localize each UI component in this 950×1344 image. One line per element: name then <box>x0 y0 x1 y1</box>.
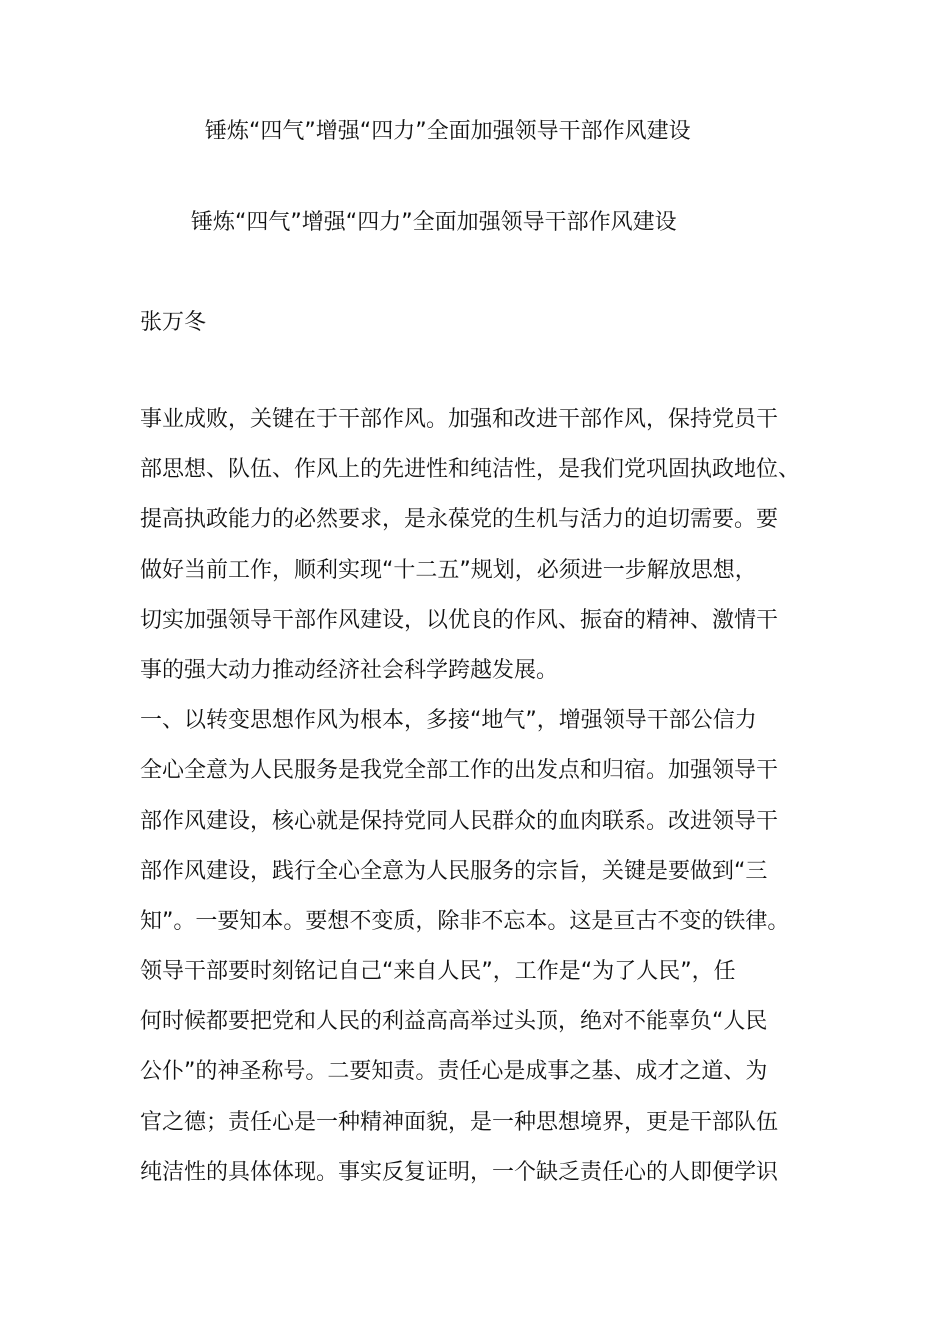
document-subtitle: 锤炼“四气”增强“四力”全面加强领导干部作风建设 <box>191 210 677 235</box>
text-line: 公仆”的神圣称号。二要知责。责任心是成事之基、成才之道、为 <box>140 1059 768 1085</box>
text-line: 提高执政能力的必然要求，是永葆党的生机与活力的迫切需要。要 <box>140 507 779 533</box>
text-line: 全心全意为人民服务是我党全部工作的出发点和归宿。加强领导干 <box>140 758 779 784</box>
text-line: 事的强大动力推动经济社会科学跨越发展。 <box>140 657 559 683</box>
author-name: 张万冬 <box>140 310 207 335</box>
text-line: 部思想、队伍、作风上的先进性和纯洁性，是我们党巩固执政地位、 <box>140 457 801 483</box>
text-line: 知”。一要知本。要想不变质，除非不忘本。这是亘古不变的铁律。 <box>140 908 790 934</box>
body-text <box>140 395 830 1198</box>
text-line: 领导干部要时刻铭记自己“来自人民”，工作是“为了人民”，任 <box>140 959 736 985</box>
text-line: 做好当前工作，顺利实现“十二五”规划，必须进一步解放思想， <box>140 557 757 583</box>
section-heading: 一、以转变思想作风为根本，多接“地气”，增强领导干部公信力 <box>140 708 757 734</box>
text-line: 切实加强领导干部作风建设，以优良的作风、振奋的精神、激情干 <box>140 607 779 633</box>
text-line: 部作风建设，践行全心全意为人民服务的宗旨，关键是要做到“三 <box>140 858 768 884</box>
text-line: 事业成败，关键在于干部作风。加强和改进干部作风，保持党员干 <box>140 407 779 432</box>
document-title: 锤炼“四气”增强“四力”全面加强领导干部作风建设 <box>205 119 691 144</box>
text-line: 部作风建设，核心就是保持党同人民群众的血肉联系。改进领导干 <box>140 808 779 834</box>
text-line: 纯洁性的具体体现。事实反复证明，一个缺乏责任心的人即便学识 <box>140 1159 779 1185</box>
text-line: 官之德；责任心是一种精神面貌，是一种思想境界，更是干部队伍 <box>140 1109 779 1135</box>
text-line: 何时候都要把党和人民的利益高高举过头顶，绝对不能辜负“人民 <box>140 1009 768 1035</box>
